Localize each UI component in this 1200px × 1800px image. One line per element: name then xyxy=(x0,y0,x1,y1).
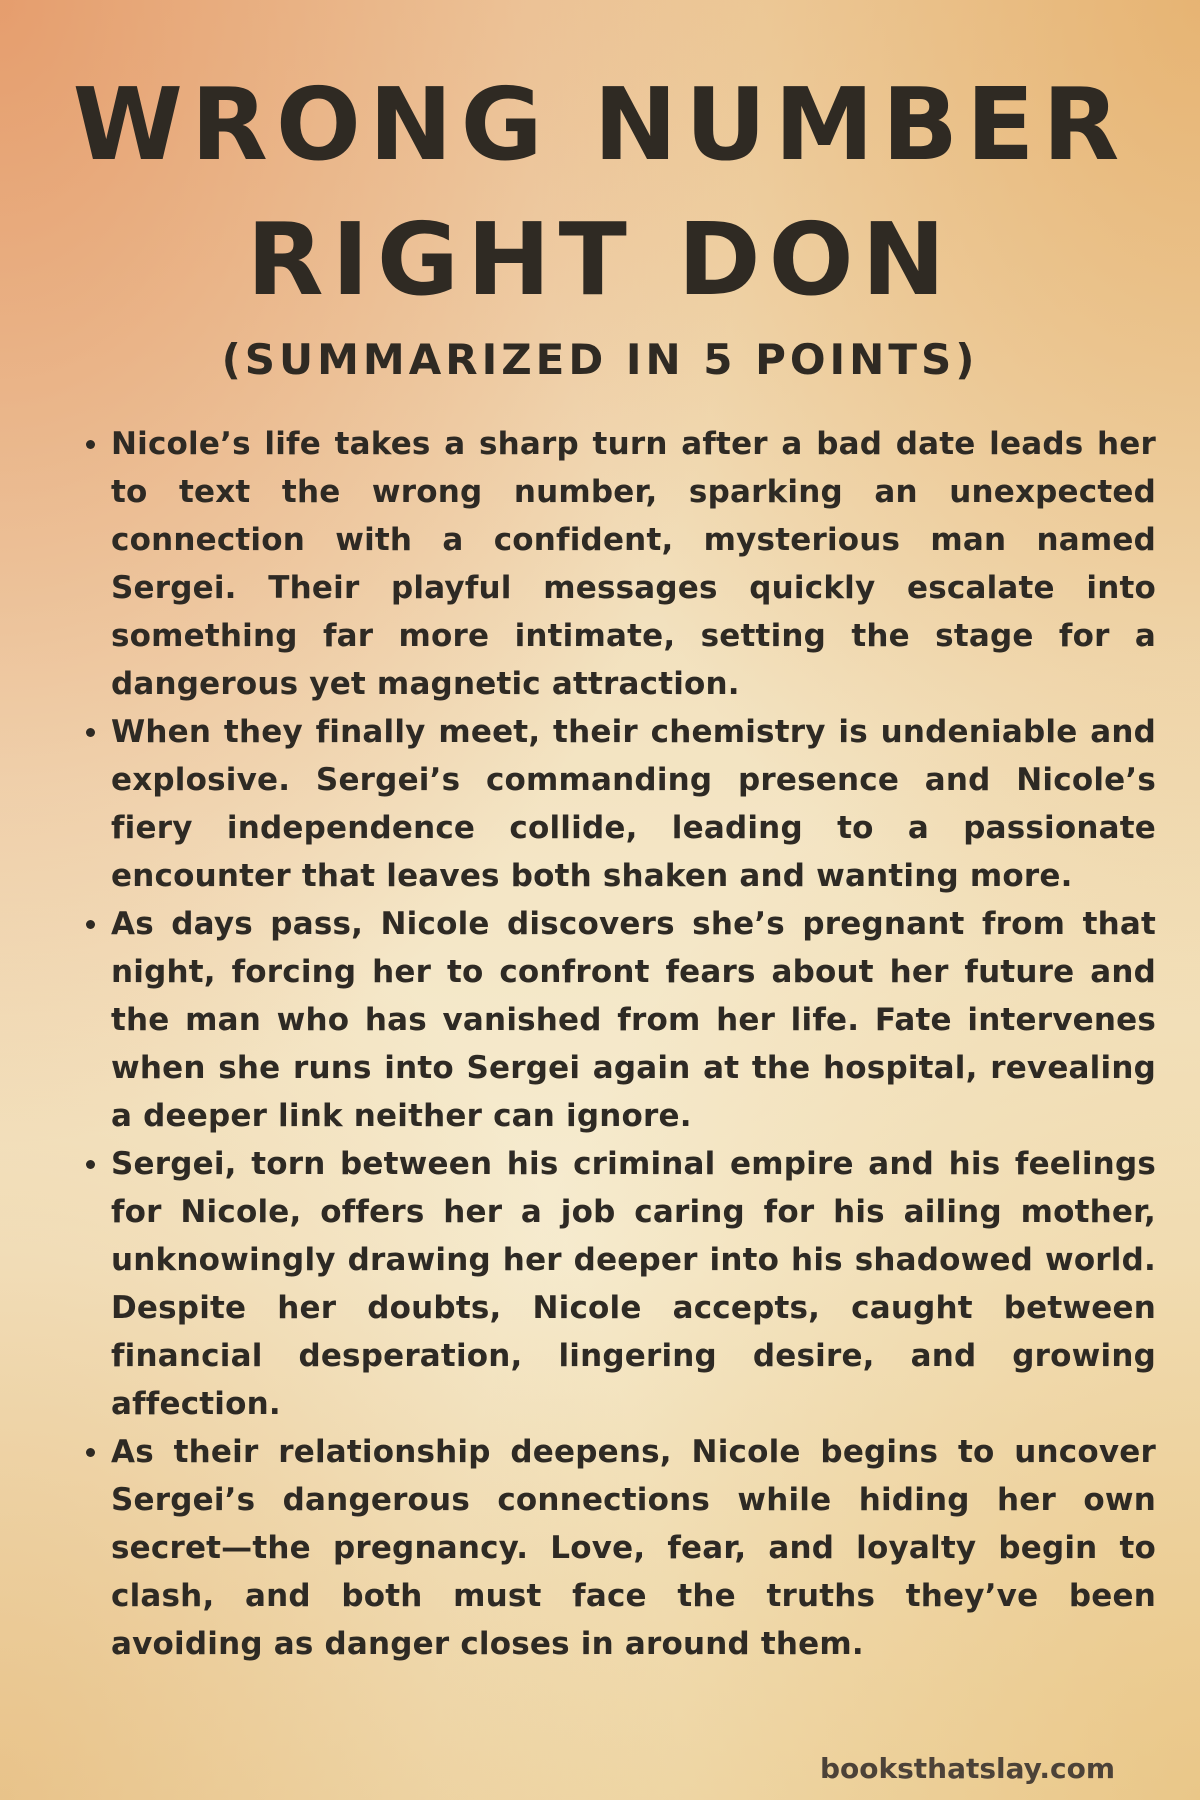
site-watermark: booksthatslay.com xyxy=(819,1752,1115,1785)
summary-point xyxy=(111,420,1156,708)
title-line-2: RIGHT DON xyxy=(246,201,954,318)
bullet-icon xyxy=(86,1448,95,1457)
summary-point-text: When they finally meet, their chemistry is undeniable and explosive. Sergei’s commanding presence and Nicole’s fiery independence collide, leading to a passionate encounter that leaves both shaken and wanting more. xyxy=(111,714,1156,894)
title-line-1: WRONG NUMBER xyxy=(72,66,1128,183)
summary-list xyxy=(82,420,1156,1668)
bullet-icon xyxy=(86,728,95,737)
bullet-icon xyxy=(86,1160,95,1169)
bullet-icon xyxy=(86,920,95,929)
summary-point xyxy=(111,1140,1156,1428)
summary-point xyxy=(111,900,1156,1140)
summary-point-text: As their relationship deepens, Nicole begins to uncover Sergei’s dangerous connections while hiding her own secret—the pregnancy. Love, fear, and loyalty begin to clash, and both must face the truths they’ve been avoiding as danger closes in around them. xyxy=(111,1434,1156,1662)
summary-point-text: Sergei, torn between his criminal empire and his feelings for Nicole, offers her a job caring for his ailing mother, unknowingly drawing her deeper into his shadowed world. Despite her doubts, Nicole accepts, caught between financial desperation, lingering desire, and growing affection. xyxy=(111,1146,1156,1422)
summary-point-text: As days pass, Nicole discovers she’s pregnant from that night, forcing her to confront fears about her future and the man who has vanished from her life. Fate intervenes when she runs into Sergei again at the hospital, revealing a deeper link neither can ignore. xyxy=(111,906,1156,1134)
bullet-icon xyxy=(86,440,95,449)
summary-point xyxy=(111,708,1156,900)
subtitle: (SUMMARIZED IN 5 POINTS) xyxy=(221,335,979,384)
summary-point-text: Nicole’s life takes a sharp turn after a bad date leads her to text the wrong number, sparking an unexpected connection with a confident, mysterious man named Sergei. Their playful messages quickly escalate into something far more intimate, setting the stage for a dangerous yet magnetic attraction. xyxy=(111,426,1156,702)
summary-point xyxy=(111,1428,1156,1668)
